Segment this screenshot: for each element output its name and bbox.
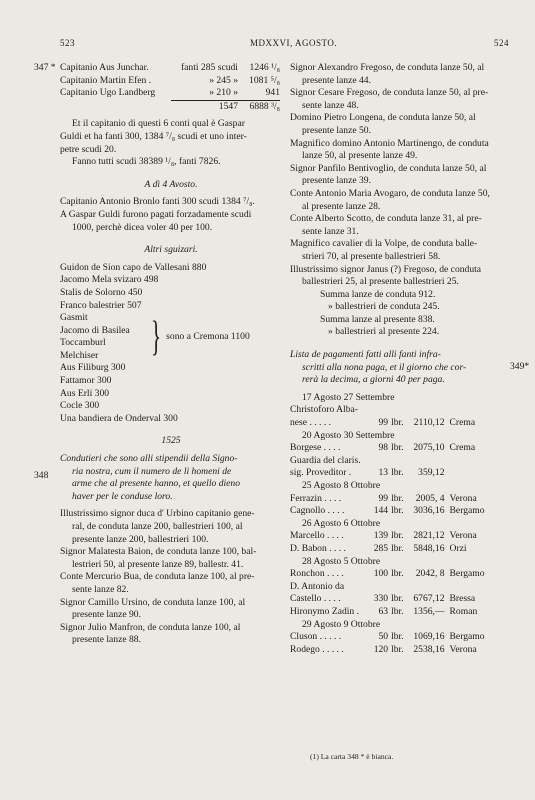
payment-row xyxy=(290,581,490,594)
payment-count: 330 xyxy=(373,593,389,605)
payment-count: 144 xyxy=(373,505,389,517)
payment-row xyxy=(290,455,490,468)
payment-place: Verona xyxy=(449,643,477,655)
payment-place: Bergamo xyxy=(449,568,485,580)
text-line: Signor Alexandro Fregoso, de conduta lanze 50, al xyxy=(290,62,485,73)
text-line: Capitanio Antonio Bronlo fanti 300 scudi 1384 ⁷/₈. xyxy=(60,196,255,208)
payment-amount: 2042, 8 xyxy=(415,568,445,580)
payment-row xyxy=(290,543,490,556)
payment-place: Crema xyxy=(449,417,476,429)
list-item: Toccamburl xyxy=(60,337,106,349)
captain-row xyxy=(60,75,280,88)
captain-row xyxy=(60,62,280,75)
list-item: Fattamor 300 xyxy=(60,375,112,387)
payment-name: Borgese . . . . xyxy=(290,442,341,454)
summary-line: » ballestrieri al presente 224. xyxy=(328,326,440,338)
payment-unit: lbr. xyxy=(391,643,404,655)
payment-amount: 1069,16 xyxy=(413,631,445,643)
payment-count: 50 xyxy=(378,631,389,643)
payment-amount: 6767,12 xyxy=(413,593,445,605)
paragraph-conti xyxy=(60,118,282,168)
payment-date: 28 Agosto 5 Ottobre xyxy=(302,555,381,567)
text-line: arme che al presente hanno, et quello dieno xyxy=(72,478,241,490)
payment-count: 63 xyxy=(378,605,389,617)
condottiero-entry xyxy=(290,62,510,87)
payment-row xyxy=(290,430,490,443)
running-title: MDXXVI, AGOSTO. xyxy=(250,38,338,48)
captain-name: Capitanio Martin Efen . xyxy=(60,74,152,86)
text-line: 1000, perchè dicea voler 40 per 100. xyxy=(72,221,213,233)
text-line: Conte Alberto Scotto, de conduta lanze 31, al pre- xyxy=(290,213,482,225)
payment-date: 25 Agosto 8 Ottobre xyxy=(302,480,381,491)
condutieri-heading xyxy=(60,453,282,503)
payment-place: Crema xyxy=(449,442,476,454)
payment-row xyxy=(290,631,490,644)
lista-heading xyxy=(290,349,510,387)
text-line: ral, de conduta lanze 200, ballestrieri 100, al xyxy=(72,521,243,532)
total-scudi: 6888 ³/₈ xyxy=(244,100,280,113)
payments-table xyxy=(290,392,490,656)
payment-place: Verona xyxy=(449,492,477,504)
paragraph-bronlo xyxy=(60,196,282,234)
payment-name: Cagnollo . . . . xyxy=(290,505,345,517)
condottiero-entry xyxy=(290,112,510,137)
text-line: Guldi et ha fanti 300, 1384 ⁷/₈ scudi et uno inter- xyxy=(60,130,247,142)
list-item: Guidon de Sion capo de Vallesani 880 xyxy=(60,261,207,273)
braced-group xyxy=(60,312,282,362)
payment-place: Orzi xyxy=(449,542,467,554)
payment-unit: lbr. xyxy=(391,492,404,504)
payment-row xyxy=(290,619,490,632)
sguizari-heading: Altri sguizari. xyxy=(144,244,198,256)
payment-count: 99 xyxy=(378,417,389,429)
payment-amount: 2075,10 xyxy=(413,442,445,454)
text-line: presente lanze 88. xyxy=(72,634,141,646)
captain-scudi: 1246 ¹/₈ xyxy=(249,62,280,73)
payment-unit: lbr. xyxy=(391,605,404,617)
condutieri-entries-continued xyxy=(290,62,510,289)
list-item: Melchiser xyxy=(60,349,99,361)
text-line: presente lanze 50. xyxy=(302,124,371,136)
payment-unit: lbr. xyxy=(391,467,404,479)
payment-amount: 359,12 xyxy=(418,467,445,479)
condottiero-entry xyxy=(290,87,510,112)
text-line: Magnifico domino Antonio Martinengo, de conduta xyxy=(290,137,489,149)
text-line: Signor Panfilo Bentivoglio, de conduta lanze 50, al xyxy=(290,162,487,174)
payment-date: 26 Agosto 6 Ottobre xyxy=(302,517,381,529)
brace-label: sono a Cremona 1100 xyxy=(166,330,250,342)
text-line: scritti alla nona paga, et il giorno che cor- xyxy=(302,361,467,373)
payment-amount: 2110,12 xyxy=(413,417,445,429)
captain-name: Capitanio Aus Junchar. xyxy=(60,62,149,73)
condottiero-entry xyxy=(60,597,282,622)
list-item: Stalis de Solorno 450 xyxy=(60,286,143,298)
condottiero-entry xyxy=(290,213,510,238)
text-line: sente lanze 31. xyxy=(302,225,359,237)
text-line: Conte Mercurio Bua, de conduta lanze 100, al pre- xyxy=(60,571,255,583)
payment-count: 120 xyxy=(373,643,389,655)
payment-amount: 2538,16 xyxy=(413,643,445,655)
year-heading: 1525 xyxy=(161,435,181,447)
text-line: lanze 50, al presente lanze 49. xyxy=(302,150,418,162)
text-line: ria nostra, cum il numero de li homeni de xyxy=(72,465,232,477)
condottiero-entry xyxy=(60,508,282,546)
text-line: lestrieri 50, al presente lanze 89, ballestr. 41. xyxy=(72,558,244,570)
payment-place xyxy=(445,467,490,480)
payment-count: 98 xyxy=(378,442,389,454)
list-item: Aus Filiburg 300 xyxy=(60,362,126,374)
payment-unit: lbr. xyxy=(391,417,404,429)
condottiero-entry xyxy=(60,622,282,647)
text-line: al presente lanze 28. xyxy=(302,200,381,212)
payment-date: 29 Agosto 9 Ottobre xyxy=(302,618,381,630)
summary-block xyxy=(290,289,510,339)
text-line: Lista de pagamenti fatti alli fanti infra- xyxy=(290,349,441,361)
text-line: Signor Camillo Ursino, de conduta lanze 100, al xyxy=(60,596,246,608)
payment-name: Castello . . . . xyxy=(290,593,341,605)
margin-note-347: 347 * xyxy=(34,62,56,73)
captain-name: Capitanio Ugo Landberg xyxy=(60,87,156,99)
payment-row xyxy=(290,505,490,518)
margin-note-348: 348 xyxy=(34,470,49,481)
text-line: presente lanze 90. xyxy=(72,609,141,621)
payment-name: D. Antonio da xyxy=(290,580,345,592)
payment-count: 285 xyxy=(373,542,389,554)
text-line: Condutieri che sono alli stipendii della Signo- xyxy=(60,453,238,465)
payment-row xyxy=(290,556,490,569)
payment-name: Hironymo Zadin . xyxy=(290,605,360,617)
captain-scudi: 1081 ⁵/₈ xyxy=(249,74,280,86)
payment-unit: lbr. xyxy=(391,593,404,605)
payment-count: 99 xyxy=(378,492,389,504)
captains-table xyxy=(60,62,280,113)
footnote: (1) La carta 348 * è bianca. xyxy=(310,752,394,761)
list-item: Franco balestrier 507 xyxy=(60,299,142,311)
payment-name: Marcello . . . . xyxy=(290,530,344,542)
condottiero-entry xyxy=(60,571,282,596)
left-column xyxy=(60,62,282,647)
text-line: petre scudi 20. xyxy=(60,143,117,155)
text-line: Et il capitanio di questi 6 conti qual è Gaspar xyxy=(72,118,245,130)
payment-amount: 1356,— xyxy=(413,605,445,617)
payment-place: Bergamo xyxy=(449,505,485,517)
payment-row xyxy=(290,404,490,417)
payment-place: Bergamo xyxy=(449,631,485,643)
payment-place: Roman xyxy=(449,605,478,617)
total-fanti: 1547 xyxy=(171,100,244,113)
summary-line: » ballestrieri de conduta 245. xyxy=(328,301,440,313)
list-item: Jacomo di Basilea xyxy=(60,324,130,336)
payment-name: sig. Proveditor . xyxy=(290,467,352,479)
payment-unit: lbr. xyxy=(391,442,404,454)
payment-row xyxy=(290,568,490,581)
text-line: ballestrieri 25, al presente ballestrieri 25. xyxy=(302,276,459,288)
condottiero-entry xyxy=(290,163,510,188)
condutieri-entries xyxy=(60,508,282,647)
condottiero-entry xyxy=(290,238,510,263)
payment-unit: lbr. xyxy=(391,631,404,643)
text-line: Signor Malatesta Baion, de conduta lanze 100, bal- xyxy=(60,546,257,558)
right-page-number: 524 xyxy=(494,38,509,48)
text-line: sente lanze 48. xyxy=(302,99,359,111)
payment-row xyxy=(290,417,490,430)
payment-date: 17 Agosto 27 Settembre xyxy=(302,391,395,403)
payment-row xyxy=(290,518,490,531)
payment-unit: lbr. xyxy=(391,568,404,580)
payment-row xyxy=(290,392,490,405)
text-line: Signor Cesare Fregoso, de conduta lanze 50, al pre- xyxy=(290,87,489,99)
condottiero-entry xyxy=(290,264,510,289)
payment-unit: lbr. xyxy=(391,505,404,517)
condottiero-entry xyxy=(60,546,282,571)
date-heading: A dì 4 Avosto. xyxy=(144,178,198,190)
text-line: strieri 70, al presente ballestrieri 58. xyxy=(302,250,441,262)
payment-row xyxy=(290,493,490,506)
condottiero-entry xyxy=(290,188,510,213)
payment-unit: lbr. xyxy=(391,542,404,554)
payment-name: Guardia del claris. xyxy=(290,454,361,466)
condottiero-entry xyxy=(290,138,510,163)
payment-count: 139 xyxy=(373,530,389,542)
text-line: sente lanze 82. xyxy=(72,583,129,595)
payment-date: 20 Agosto 30 Settembre xyxy=(302,429,395,441)
text-line: Fanno tutti scudi 38389 ¹/₈, fanti 7826. xyxy=(72,156,221,168)
summary-line: Summa lanze al presente 838. xyxy=(320,313,435,325)
payment-amount: 2821,12 xyxy=(413,530,445,542)
payment-row xyxy=(290,467,490,480)
captain-fanti: » 210 » xyxy=(209,87,238,99)
captains-total-row xyxy=(60,100,280,113)
text-line: rerà la decima, a giorni 40 per paga. xyxy=(302,374,445,386)
left-page-number: 523 xyxy=(60,38,75,48)
payment-place: Bressa xyxy=(449,593,476,605)
text-line: Signor Julio Manfron, de conduta lanze 100, al xyxy=(60,621,241,633)
list-item: Gasmit xyxy=(60,312,88,324)
margin-note-349: 349* xyxy=(510,361,530,372)
captain-scudi: 941 xyxy=(265,87,280,99)
payment-count: 100 xyxy=(373,568,389,580)
text-line: Conte Antonio Maria Avogaro, de conduta lanze 50, xyxy=(290,187,490,199)
captain-fanti: fanti 285 scudi xyxy=(180,62,238,73)
payment-name: Ferrazin . . . . xyxy=(290,492,342,504)
text-line: haver per le conduse loro. xyxy=(72,490,173,502)
text-line: Illustrissimo signor duca d' Urbino capitanio gene- xyxy=(60,508,255,520)
payment-place: Verona xyxy=(449,530,477,542)
text-line: presente lanze 200, ballestrieri 100. xyxy=(72,533,209,545)
payment-name: D. Babon . . . . xyxy=(290,542,346,554)
payment-name: Ronchon . . . . xyxy=(290,568,344,580)
right-column xyxy=(290,62,510,656)
list-item: Una bandiera de Onderval 300 xyxy=(60,412,178,424)
text-line: presente lanze 39. xyxy=(302,175,371,187)
captain-fanti: » 245 » xyxy=(209,74,238,86)
list-item: Jacomo Mela svizaro 498 xyxy=(60,274,159,286)
payment-name: Cluson . . . . . xyxy=(290,631,342,643)
payment-count: 13 xyxy=(378,467,389,479)
payment-name: Rodego . . . . . xyxy=(290,643,344,655)
text-line: Domino Pietro Longena, de conduta lanze 50, al xyxy=(290,112,476,124)
list-item: Cocle 300 xyxy=(60,400,100,412)
text-line: Magnifico cavalier di la Volpe, de conduta balle- xyxy=(290,238,478,250)
payment-amount: 5848,16 xyxy=(413,542,445,554)
list-item: Aus Erli 300 xyxy=(60,387,110,399)
brace-symbol: } xyxy=(151,314,162,361)
payment-name: nese . . . . . xyxy=(290,417,332,429)
payment-unit: lbr. xyxy=(391,530,404,542)
payment-row xyxy=(290,606,490,619)
payment-row xyxy=(290,480,490,493)
summary-line: Summa lanze de conduta 912. xyxy=(320,288,436,300)
payment-row xyxy=(290,593,490,606)
payment-amount: 2005, 4 xyxy=(415,492,445,504)
payment-name: Christoforo Alba- xyxy=(290,404,358,416)
payment-row xyxy=(290,644,490,657)
sguizari-list xyxy=(60,262,282,426)
text-line: A Gaspar Guldi furono pagati forzadamente scudi xyxy=(60,208,252,220)
payment-row xyxy=(290,530,490,543)
payment-row xyxy=(290,442,490,455)
text-line: Illustrissimo signor Janus (?) Fregoso, de conduta xyxy=(290,263,482,275)
text-line: presente lanze 44. xyxy=(302,74,371,86)
payment-amount: 3036,16 xyxy=(413,505,445,517)
captain-row xyxy=(60,87,280,100)
